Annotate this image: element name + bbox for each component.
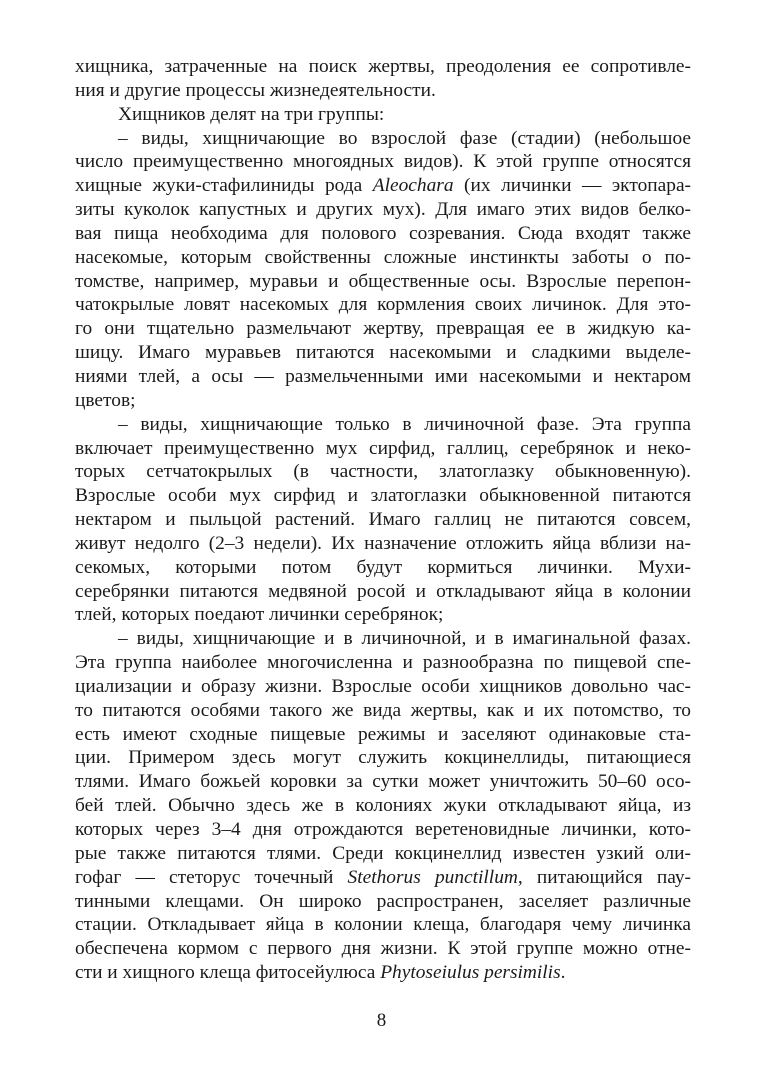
text-line <box>75 723 691 747</box>
text-segment: которых через 3–4 дня отрождаются веретеновидные личинки, кото- <box>75 819 691 840</box>
text-segment: есть имеют сходные пищевые режимы и заселяют одинаковые ста- <box>75 723 691 745</box>
text-line <box>75 627 691 651</box>
text-segment: то питаются особями такого же вида жертвы, как и их потомство, то <box>75 699 691 721</box>
text-segment: ции. Примером здесь могут служить кокцинеллиды, питающиеся <box>75 747 691 769</box>
text-segment: ниями тлей, а осы — размельченными ими насекомыми и нектаром <box>75 365 691 387</box>
text-line <box>75 150 691 174</box>
text-segment: го они тщательно размельчают жертву, превращая ее в жидкую ка- <box>75 318 691 340</box>
text-segment: хищника, затраченные на поиск жертвы, преодоления ее сопротивле- <box>75 56 691 77</box>
text-segment: нектаром и пыльцой растений. Имаго галлиц не питаются совсем, <box>75 509 691 531</box>
text-segment: ния и другие процессы жизнедеятельности. <box>75 79 436 101</box>
text-line <box>75 842 691 866</box>
text-line <box>75 127 691 151</box>
text-line <box>75 532 691 556</box>
text-segment: , питающийся пау- <box>517 866 692 888</box>
text-segment: сти и хищного клеща фитосейулюса <box>75 962 381 984</box>
text-line <box>75 389 691 413</box>
text-segment: хищные жуки-стафилиниды рода <box>75 175 373 197</box>
text-line <box>75 651 691 675</box>
text-segment: Взрослые особи мух сирфид и златоглазки обыкновенной питаются <box>75 485 691 507</box>
text-segment: шицу. Имаго муравьев питаются насекомыми и сладкими выделе- <box>75 342 691 364</box>
text-line <box>75 818 691 842</box>
text-line <box>75 222 691 246</box>
text-segment: – виды, хищничающие только в личиночной фазе. Эта группа <box>118 413 691 435</box>
text-segment: живут недолго (2–3 недели). Их назначение отложить яйца вблизи на- <box>75 532 691 554</box>
text-line <box>75 103 691 127</box>
text-line <box>75 890 691 914</box>
text-segment: Эта группа наиболее многочисленна и разнообразна по пищевой спе- <box>75 652 691 674</box>
text-segment: – виды, хищничающие во взрослой фазе (стадии) (небольшое <box>118 127 691 149</box>
text-segment: обеспечена кормом с первого дня жизни. К этой группе можно отне- <box>75 938 691 960</box>
text-segment: рые также питаются тлями. Среди кокцинеллид известен узкий оли- <box>75 842 691 864</box>
text-line <box>75 55 691 79</box>
text-segment: серебрянки питаются медвяной росой и откладывают яйца в колонии <box>75 580 691 602</box>
text-segment: – виды, хищничающие и в личиночной, и в имагинальной фазах. <box>118 628 691 650</box>
text-segment: Хищников делят на три группы: <box>118 103 385 125</box>
page-number: 8 <box>376 1010 387 1031</box>
text-segment: число преимущественно многоядных видов). К этой группе относятся <box>75 151 691 173</box>
text-segment: цветов; <box>75 389 136 411</box>
italic-latin-name: Stethorus punctillum <box>347 866 518 888</box>
text-line <box>75 341 691 365</box>
text-segment: тлей, которых поедают личинки серебрянок; <box>75 604 444 626</box>
text-segment: насекомые, которым свойственны сложные инстинкты заботы о по- <box>75 246 691 268</box>
text-line <box>75 270 691 294</box>
text-line <box>75 937 691 961</box>
text-line <box>75 317 691 341</box>
text-segment: зиты куколок капустных и других мух). Для имаго этих видов белко- <box>75 199 691 221</box>
text-line <box>75 866 691 890</box>
text-segment: тлями. Имаго божьей коровки за сутки может уничтожить 50–60 осо- <box>75 771 691 793</box>
text-line <box>75 79 691 103</box>
text-segment: секомых, которыми потом будут кормиться личинки. Мухи- <box>75 556 691 578</box>
text-line <box>75 603 691 627</box>
text-line <box>75 699 691 723</box>
text-line <box>75 961 691 985</box>
text-line <box>75 437 691 461</box>
text-line <box>75 675 691 699</box>
text-segment: тинными клещами. Он широко распространен, заселяет различные <box>75 890 691 912</box>
text-line <box>75 508 691 532</box>
text-segment: торых сетчатокрылых (в частности, златоглазку обыкновенную). <box>75 461 691 483</box>
text-line <box>75 413 691 437</box>
text-segment: бей тлей. Обычно здесь же в колониях жуки откладывают яйца, из <box>75 795 691 817</box>
page-body-text <box>75 55 691 985</box>
text-segment: включает преимущественно мух сирфид, галлиц, серебрянок и неко- <box>75 437 691 459</box>
text-segment: циализации и образу жизни. Взрослые особи хищников довольно час- <box>75 675 691 697</box>
text-line <box>75 198 691 222</box>
text-segment: чатокрылые ловят насекомых для кормления своих личинок. Для это- <box>75 294 691 316</box>
italic-latin-name: Phytoseiulus persimilis <box>380 962 561 984</box>
text-line <box>75 484 691 508</box>
text-line <box>75 913 691 937</box>
text-line <box>75 460 691 484</box>
text-segment: вая пища необходима для полового созревания. Сюда входят также <box>75 222 691 244</box>
text-line <box>75 746 691 770</box>
text-segment: гофаг — стеторус точечный <box>75 866 348 888</box>
text-line <box>75 580 691 604</box>
text-line <box>75 794 691 818</box>
text-segment: (их личинки — эктопара- <box>453 175 692 197</box>
text-segment: . <box>560 962 566 984</box>
text-line <box>75 556 691 580</box>
text-line <box>75 174 691 198</box>
text-segment: томстве, например, муравьи и общественные осы. Взрослые перепон- <box>75 270 691 292</box>
italic-latin-name: Aleochara <box>372 175 454 197</box>
text-line <box>75 770 691 794</box>
text-line <box>75 365 691 389</box>
text-segment: стации. Откладывает яйца в колонии клеща, благодаря чему личинка <box>75 914 691 936</box>
text-line <box>75 246 691 270</box>
text-line <box>75 293 691 317</box>
